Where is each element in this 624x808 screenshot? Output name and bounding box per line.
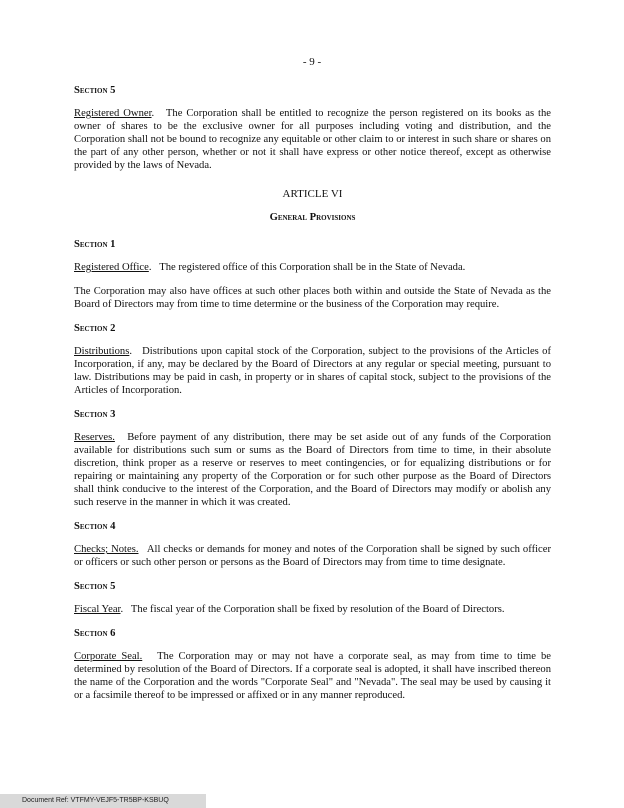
paragraph-lead: Registered Owner — [74, 108, 152, 119]
section-paragraph — [74, 543, 551, 569]
section-block — [74, 238, 551, 311]
paragraph-lead: Reserves. — [74, 432, 115, 443]
document-ref-footer: Document Ref: VTFMY-VEJF5-TR5BP-KSBUQ — [0, 794, 206, 808]
paragraph-lead: Checks; Notes. — [74, 544, 139, 555]
section-paragraph — [74, 431, 551, 509]
paragraph-text: The fiscal year of the Corporation shall be fixed by resolution of the Board of Directors. — [130, 604, 505, 615]
paragraph-text: All checks or demands for money and notes of the Corporation shall be signed by such officer or officers or such other person or persons as the Board of Directors may from time to time designate. — [74, 544, 551, 568]
section-paragraph — [74, 650, 551, 702]
paragraph-text: The Corporation shall be entitled to recognize the person registered on its books as the owner of shares to be the exclusive owner for all purposes including voting and distribution, and the Corporation shall not be bound to recognize any equitable or other claim to or interest in such share or shares on the part of any other person, whether or not it shall have express or other notice thereof, except as otherwise provided by the laws of Nevada. — [74, 108, 552, 171]
section-heading: Section 4 — [74, 521, 116, 532]
section-heading: Section 3 — [74, 409, 116, 420]
section-heading: Section 2 — [74, 323, 116, 334]
section-paragraph — [74, 603, 551, 616]
section-block — [74, 84, 551, 172]
section-heading: Section 5 — [74, 581, 116, 592]
paragraph-text: Distributions upon capital stock of the Corporation, subject to the provisions of the Articles of Incorporation, if any, may be declared by the Board of Directors at any regular or special meeting, pursuant to law. Distributions may be paid in cash, in property or in shares of capital stock, subject to the provisions of the Articles of Incorporation. — [74, 346, 551, 396]
paragraph-lead: Distributions — [74, 346, 130, 357]
section-block — [74, 322, 551, 397]
paragraph-text: The registered office of this Corporation shall be in the State of Nevada. — [159, 262, 466, 273]
paragraph-lead-punct: . — [120, 604, 124, 615]
section-heading: Section 5 — [74, 85, 116, 96]
paragraph-lead-punct: . — [151, 108, 155, 119]
section-paragraph — [74, 345, 551, 397]
section-block — [74, 580, 551, 616]
article-title: ARTICLE VI — [282, 188, 343, 200]
paragraph-text: The Corporation may or may not have a corporate seal, as may from time to time be determined by resolution of the Board of Directors. If a corporate seal is adopted, it shall have inscribed thereon the name of the Corporation and the words "Corporate Seal" and "Nevada". The seal may be used by causing it or a facsimile thereof to be impressed or affixed or in any manner reproduced. — [74, 651, 551, 701]
section-paragraph — [74, 285, 551, 311]
section-paragraph — [74, 261, 551, 274]
paragraph-text: The Corporation may also have offices at such other places both within and outside the State of Nevada as the Board of Directors may from time to time determine or the business of the Corporation may require. — [74, 286, 551, 310]
section-block — [74, 408, 551, 509]
document-body — [74, 84, 551, 713]
page-number: - 9 - — [302, 56, 322, 68]
section-block — [74, 520, 551, 569]
paragraph-lead-punct: . — [129, 346, 132, 357]
section-heading: Section 1 — [74, 239, 116, 250]
section-block — [74, 627, 551, 702]
section-heading: Section 6 — [74, 628, 116, 639]
paragraph-lead: Fiscal Year — [74, 604, 121, 615]
paragraph-lead: Corporate Seal. — [74, 651, 143, 662]
paragraph-lead-punct: . — [148, 262, 152, 273]
section-paragraph — [74, 107, 551, 172]
paragraph-lead: Registered Office — [74, 262, 149, 273]
article-subtitle: General Provisions — [269, 212, 356, 223]
paragraph-text: Before payment of any distribution, there may be set aside out of any funds of the Corporation available for distributions such sum or sums as the Board of Directors from time to time, in their absolute discretion, think proper as a reserve or reserves to meet contingencies, or for equalizing distributions or for repairing or maintaining any property of the Corporation or for such other purpose as the Board of Directors shall think conducive to the interest of the Corporation, and the Board of Directors may modify or abolish any such reserve in the manner in which it was created. — [74, 432, 551, 508]
